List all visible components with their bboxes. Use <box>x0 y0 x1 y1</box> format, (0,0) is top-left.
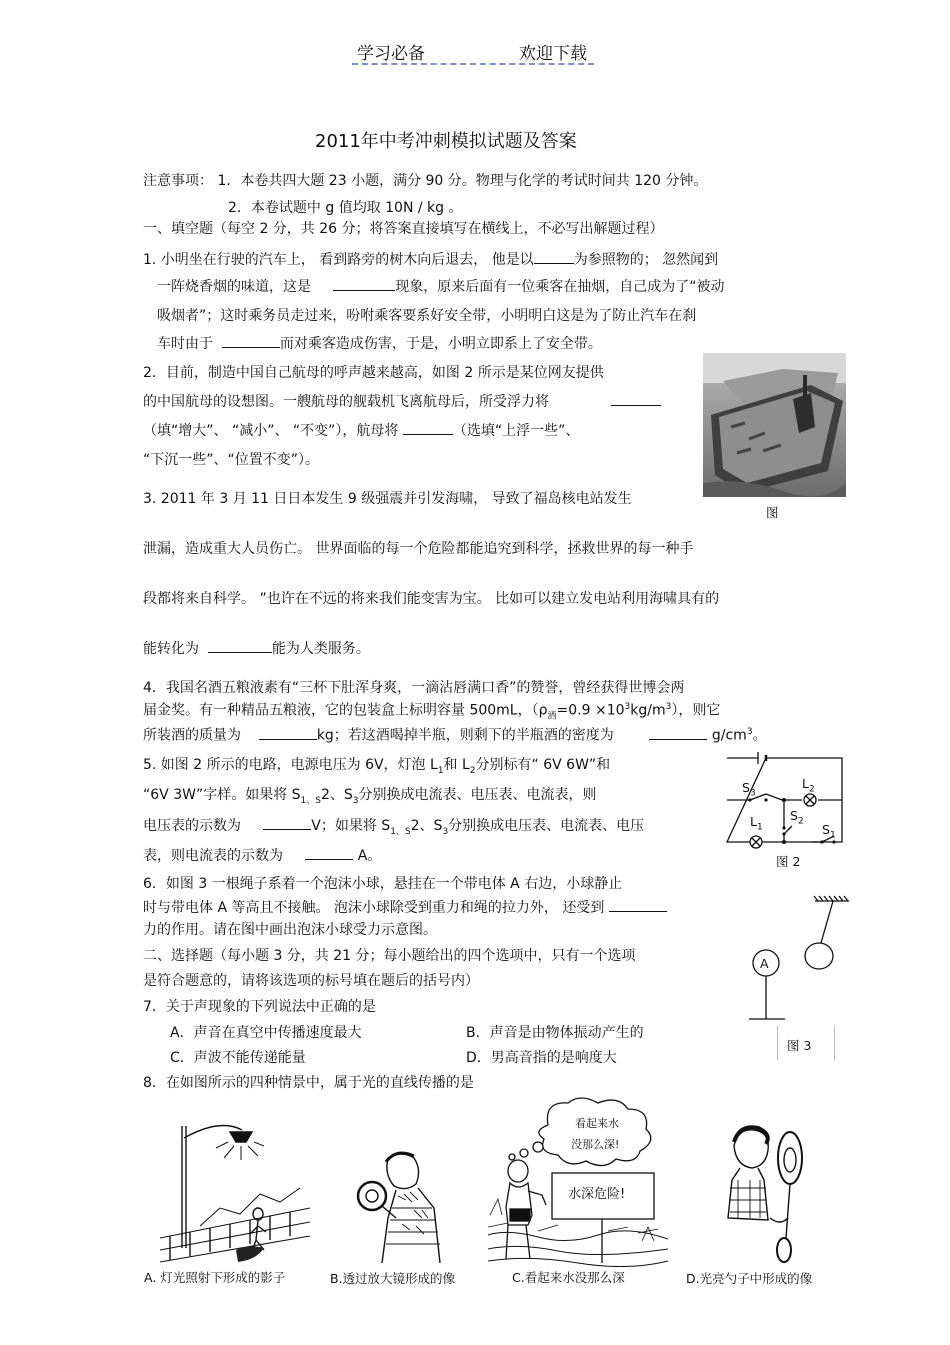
q2-blank-1[interactable] <box>611 405 661 406</box>
q5-text-f: 分别换成电流表、电压表、电流表，则 <box>358 787 597 803</box>
danger-sign-text: 水深危险! <box>568 1187 626 1202</box>
q1-line-1 <box>143 252 718 269</box>
q8-image-magnifier <box>352 1148 444 1263</box>
fig2-circuit-caption: 图 2 <box>776 854 801 869</box>
q1-text-d: 现象，原来后面有一位乘客在抽烟，自己成为了“被动 <box>395 279 725 295</box>
q2-text-a: 的中国航母的设想图。一艘航母的舰载机飞离航母后，所受浮力将 <box>143 394 549 410</box>
q4-sup-2: 3 <box>665 702 672 712</box>
q5-sub-6: 3 <box>442 826 449 837</box>
q2-text-c: （选填“上浮一些”、 <box>452 423 580 439</box>
q4-text-c: kg/m <box>630 702 666 719</box>
q2-line-4: “下沉一些”、“位置不变”）。 <box>143 452 320 468</box>
q5-text-c: 分别标有“ 6V 6W”和 <box>475 757 611 773</box>
q7-option-c[interactable]: C．声波不能传递能量 <box>170 1050 306 1066</box>
circuit-label-s1: $S_1$ <box>822 822 836 841</box>
q3-blank-1[interactable] <box>208 652 272 653</box>
q5-blank-1[interactable] <box>263 829 311 830</box>
q3-text-b: 能为人类服务。 <box>271 641 370 657</box>
q4-text-b: =0.9 ×10 <box>556 702 625 719</box>
q8-stem: 8．在如图所示的四种情景中，属于光的直线传播的是 <box>143 1075 474 1091</box>
q4-sup-3: 3 <box>746 727 753 737</box>
header-right: 欢迎下载 <box>519 44 587 64</box>
thought-bubble-line-1: 看起来水 <box>575 1117 619 1130</box>
q5-sub-5: 1、S <box>390 826 411 837</box>
q3-line-1: 3. 2011 年 3 月 11 日日本发生 9 级强震并引发海啸， 导致了福岛核电站发生 <box>143 491 632 507</box>
q3-line-3: 段都将来自科学。 ”也许在不远的将来我们能变害为宝。 比如可以建立发电站利用海啸具有的 <box>143 591 720 607</box>
q1-text-c: 一阵烧香烟的味道，这是 <box>157 279 311 295</box>
q2-text-b: （填“增大”、 “减小”、 “不变”），航母将 <box>143 423 399 439</box>
section-fill-in: 一、填空题（每空 2 分，共 26 分；将答案直接填写在横线上，不必写出解题过程） <box>143 221 664 237</box>
q2-line-3 <box>143 423 579 440</box>
q8-image-spoon <box>718 1118 818 1268</box>
q5-text-a: 5. 如图 2 所示的电路，电源电压为 6V，灯泡 L <box>143 757 438 773</box>
q4-text-g: g/cm <box>711 727 747 744</box>
q8-caption-c: C.看起来水没那么深 <box>512 1270 625 1285</box>
thought-bubble-line-2: 没那么深! <box>571 1138 620 1151</box>
q3-line-2: 泄漏，造成重大人员伤亡。 世界面临的每一个危险都能追究到科学，拯救世界的每一种手 <box>143 541 694 557</box>
q2-line-2 <box>143 394 661 411</box>
q8-image-lamp-shadow <box>160 1118 310 1266</box>
q5-text-g: 电压表的示数为 <box>143 818 241 834</box>
q6-blank-1[interactable] <box>609 911 667 912</box>
circuit-label-s2: $S_2$ <box>790 808 804 827</box>
q4-blank-1[interactable] <box>259 739 317 740</box>
q6-text-a: 时与带电体 A 等高且不接触。 泡沫小球除受到重力和绳的拉力外， 还受到 <box>143 900 605 916</box>
q5-sub-3: 1、S <box>300 795 321 806</box>
notes-line-2: 2．本卷试题中 g 值均取 10N / kg 。 <box>228 200 463 216</box>
aircraft-carrier-photo <box>703 353 846 497</box>
fig3-caption-divider <box>777 1026 835 1060</box>
q5-sub-1: 1 <box>437 765 444 776</box>
circuit-diagram <box>722 752 850 852</box>
q5-text-b: 和 L <box>443 757 470 773</box>
q7-option-d[interactable]: D．男高音指的是响度大 <box>466 1050 617 1066</box>
q5-text-k: 表，则电流表的示数为 <box>143 848 283 864</box>
pendulum-figure <box>745 895 850 1025</box>
section-choice-1: 二、选择题（每小题 3 分，共 21 分；每小题给出的四个选项中，只有一个选项 <box>143 948 636 964</box>
q8-caption-b: B.透过放大镜形成的像 <box>330 1271 456 1286</box>
q1-line-4 <box>157 336 602 353</box>
circuit-label-l1: $L_1$ <box>750 814 763 833</box>
q4-text-a: 届金奖。有一种精品五粮液，它的包装盒上标明容量 500mL，（ρ <box>143 702 548 719</box>
section-choice-2: 是符合题意的，请将该选项的标号填在题后的括号内） <box>143 973 479 989</box>
q5-blank-2[interactable] <box>305 859 353 860</box>
q6-line-1: 6．如图 3 一根绳子系着一个泡沫小球，悬挂在一个带电体 A 右边，小球静止 <box>143 876 623 892</box>
q8-image-water-depth <box>488 1095 668 1267</box>
q5-text-h: V；如果将 S <box>311 818 391 834</box>
charged-body-label: A <box>760 956 769 971</box>
q1-text-e: 车时由于 <box>157 336 213 352</box>
q4-text-e: 所装酒的质量为 <box>143 727 241 744</box>
q5-sub-2: 2 <box>469 765 476 776</box>
q4-text-f: kg；若这酒喝掉半瓶，则剩下的半瓶酒的密度为 <box>316 727 614 744</box>
q5-text-d: “6V 3W”字样。如果将 S <box>143 787 301 803</box>
q4-line-2 <box>143 702 720 722</box>
q8-caption-a: A. 灯光照射下形成的影子 <box>144 1270 286 1285</box>
fig3-caption: 图 3 <box>787 1038 812 1053</box>
q1-text-f: 而对乘客造成伤害，于是，小明立即系上了安全带。 <box>279 336 602 352</box>
q4-blank-2[interactable] <box>649 739 707 740</box>
q5-line-2 <box>143 787 597 807</box>
q5-text-e: 2、S <box>320 787 353 803</box>
q1-blank-1[interactable] <box>534 263 574 264</box>
fig2-photo-caption: 图 <box>766 505 779 520</box>
q4-sub-liquor: 酒 <box>547 711 557 722</box>
q6-line-3: 力的作用。请在图中画出泡沫小球受力示意图。 <box>143 922 437 938</box>
q1-blank-3[interactable] <box>222 347 280 348</box>
header-left: 学习必备 <box>357 44 425 64</box>
notes-line-1: 注意事项： 1．本卷共四大题 23 小题，满分 90 分。物理与化学的考试时间共 120 分钟。 <box>143 173 708 189</box>
q5-line-1 <box>143 757 610 777</box>
q3-line-4 <box>143 641 370 658</box>
q5-line-4 <box>143 848 381 865</box>
q7-option-a[interactable]: A．声音在真空中传播速度最大 <box>170 1025 362 1041</box>
circuit-label-s3: $S_3$ <box>742 780 756 799</box>
header-underline <box>352 63 594 65</box>
q2-line-1: 2．目前，制造中国自己航母的呼声越来越高，如图 2 所示是某位网友提供 <box>143 365 604 381</box>
q4-sup-1: 3 <box>624 702 631 712</box>
q4-line-3 <box>143 727 767 744</box>
q1-line-2 <box>157 279 725 296</box>
q8-caption-d: D.光亮勺子中形成的像 <box>686 1271 813 1286</box>
q5-line-3 <box>143 818 644 838</box>
page-title: 2011年中考冲刺模拟试题及答案 <box>315 131 577 152</box>
circuit-label-l2: $L_2$ <box>802 776 815 795</box>
q2-blank-2[interactable] <box>403 434 453 435</box>
q5-text-i: 2、S <box>410 818 443 834</box>
q1-text-a: 1. 小明坐在行驶的汽车上， 看到路旁的树木向后退去， 他是以 <box>143 252 534 268</box>
q5-text-j: 分别换成电压表、电流表、电压 <box>448 818 645 834</box>
q4-text-h: 。 <box>752 727 767 744</box>
q6-line-2 <box>143 900 667 917</box>
q4-text-d: ），则它 <box>671 702 721 719</box>
q5-sub-4: 3 <box>352 795 359 806</box>
q7-stem: 7．关于声现象的下列说法中正确的是 <box>143 999 376 1015</box>
q7-option-b[interactable]: B．声音是由物体振动产生的 <box>466 1025 644 1041</box>
q5-text-l: A。 <box>357 848 382 864</box>
q1-blank-2[interactable] <box>333 290 395 291</box>
q3-text-a: 能转化为 <box>143 641 199 657</box>
q1-line-3: 吸烟者”；这时乘务员走过来，吩咐乘客要系好安全带，小明明白这是为了防止汽车在刹 <box>157 308 697 324</box>
q1-text-b: 为参照物的； 忽然闻到 <box>573 252 719 268</box>
q4-line-1: 4．我国名酒五粮液素有“三杯下肚浑身爽，一滴沾唇满口香”的赞誉，曾经获得世博会两 <box>143 680 685 696</box>
